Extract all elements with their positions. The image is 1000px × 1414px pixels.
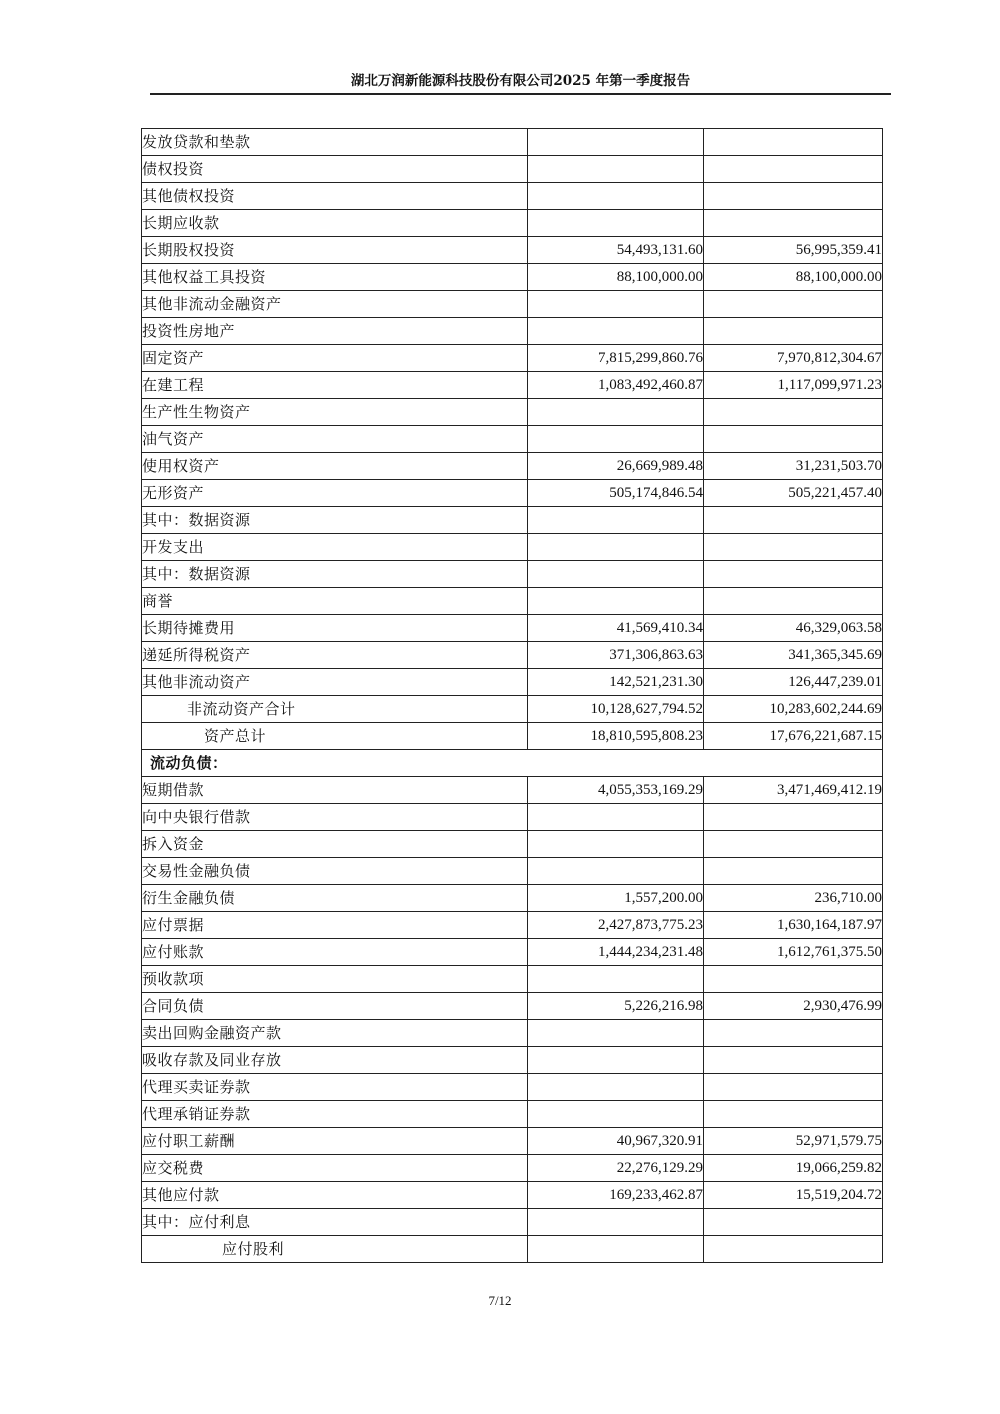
header-divider: [150, 93, 891, 95]
table-row: [142, 966, 883, 993]
row-label: 无形资产: [142, 480, 528, 507]
prior-period-value: 1,612,761,375.50: [704, 939, 883, 966]
current-period-value: [528, 426, 704, 453]
current-period-value: [528, 561, 704, 588]
prior-period-value: [704, 156, 883, 183]
prior-period-value: [704, 183, 883, 210]
prior-period-value: 19,066,259.82: [704, 1155, 883, 1182]
table-row: [142, 318, 883, 345]
row-label: 其他非流动金融资产: [142, 291, 528, 318]
table-row: [142, 453, 883, 480]
table-row: [142, 1155, 883, 1182]
row-label: 在建工程: [142, 372, 528, 399]
report-header-title: 湖北万润新能源科技股份有限公司2025 年第一季度报告: [350, 73, 691, 89]
prior-period-value: 236,710.00: [704, 885, 883, 912]
prior-period-value: [704, 1236, 883, 1263]
table-row: [142, 210, 883, 237]
row-label: 债权投资: [142, 156, 528, 183]
prior-period-value: [704, 588, 883, 615]
row-label: 应付职工薪酬: [142, 1128, 528, 1155]
table-row: [142, 1236, 883, 1263]
prior-period-value: [704, 1074, 883, 1101]
prior-period-value: 341,365,345.69: [704, 642, 883, 669]
row-label: 预收款项: [142, 966, 528, 993]
prior-period-value: 1,630,164,187.97: [704, 912, 883, 939]
row-label: 应交税费: [142, 1155, 528, 1182]
current-period-value: 54,493,131.60: [528, 237, 704, 264]
table-row: [142, 264, 883, 291]
row-label: 长期待摊费用: [142, 615, 528, 642]
current-period-value: 1,557,200.00: [528, 885, 704, 912]
row-label: 其中：数据资源: [142, 561, 528, 588]
prior-period-value: [704, 534, 883, 561]
current-period-value: [528, 1236, 704, 1263]
prior-period-value: 1,117,099,971.23: [704, 372, 883, 399]
prior-period-value: [704, 291, 883, 318]
row-label: 其中：数据资源: [142, 507, 528, 534]
row-label: 发放贷款和垫款: [142, 129, 528, 156]
current-period-value: [528, 183, 704, 210]
table-row: [142, 1074, 883, 1101]
row-label: 代理买卖证券款: [142, 1074, 528, 1101]
prior-period-value: [704, 831, 883, 858]
prior-period-value: [704, 399, 883, 426]
table-row: [142, 669, 883, 696]
prior-period-value: [704, 507, 883, 534]
table-row: [142, 858, 883, 885]
current-period-value: [528, 1101, 704, 1128]
current-period-value: 41,569,410.34: [528, 615, 704, 642]
prior-period-value: [704, 804, 883, 831]
row-label: 吸收存款及同业存放: [142, 1047, 528, 1074]
table-row: [142, 939, 883, 966]
current-period-value: [528, 966, 704, 993]
current-period-value: 2,427,873,775.23: [528, 912, 704, 939]
current-period-value: 40,967,320.91: [528, 1128, 704, 1155]
row-label: 开发支出: [142, 534, 528, 561]
prior-period-value: 505,221,457.40: [704, 480, 883, 507]
row-label: 其他权益工具投资: [142, 264, 528, 291]
row-label: 其他非流动资产: [142, 669, 528, 696]
row-label: 卖出回购金融资产款: [142, 1020, 528, 1047]
row-label: 商誉: [142, 588, 528, 615]
table-row: [142, 291, 883, 318]
current-period-value: 10,128,627,794.52: [528, 696, 704, 723]
current-period-value: 7,815,299,860.76: [528, 345, 704, 372]
current-period-value: 1,444,234,231.48: [528, 939, 704, 966]
table-row: [142, 1209, 883, 1236]
table-row: [142, 804, 883, 831]
prior-period-value: 126,447,239.01: [704, 669, 883, 696]
table-row: [142, 237, 883, 264]
row-label: 固定资产: [142, 345, 528, 372]
current-period-value: 371,306,863.63: [528, 642, 704, 669]
current-period-value: [528, 210, 704, 237]
table-row: [142, 1182, 883, 1209]
row-label: 非流动资产合计: [142, 696, 528, 723]
prior-period-value: [704, 561, 883, 588]
table-row: [142, 1020, 883, 1047]
current-period-value: [528, 399, 704, 426]
current-period-value: [528, 858, 704, 885]
prior-period-value: 15,519,204.72: [704, 1182, 883, 1209]
table-row: [142, 1047, 883, 1074]
table-row: [142, 831, 883, 858]
row-label: 短期借款: [142, 777, 528, 804]
row-label: 应付票据: [142, 912, 528, 939]
current-period-value: [528, 318, 704, 345]
table-row: [142, 534, 883, 561]
prior-period-value: 46,329,063.58: [704, 615, 883, 642]
row-label: 使用权资产: [142, 453, 528, 480]
row-label: 应付账款: [142, 939, 528, 966]
table-row: [142, 156, 883, 183]
table-row: [142, 480, 883, 507]
current-period-value: [528, 1047, 704, 1074]
current-period-value: [528, 1209, 704, 1236]
current-period-value: [528, 831, 704, 858]
table-row: [142, 642, 883, 669]
row-label: 投资性房地产: [142, 318, 528, 345]
prior-period-value: 52,971,579.75: [704, 1128, 883, 1155]
prior-period-value: [704, 318, 883, 345]
prior-period-value: 10,283,602,244.69: [704, 696, 883, 723]
row-label: 资产总计: [142, 723, 528, 750]
prior-period-value: 56,995,359.41: [704, 237, 883, 264]
prior-period-value: [704, 858, 883, 885]
table-row: [142, 561, 883, 588]
current-period-value: [528, 1020, 704, 1047]
table-row: [142, 345, 883, 372]
table-row: [142, 426, 883, 453]
current-period-value: [528, 588, 704, 615]
table-row: [142, 129, 883, 156]
row-label: 递延所得税资产: [142, 642, 528, 669]
prior-period-value: [704, 129, 883, 156]
current-period-value: [528, 156, 704, 183]
row-label: 交易性金融负债: [142, 858, 528, 885]
current-period-value: 1,083,492,460.87: [528, 372, 704, 399]
current-period-value: [528, 291, 704, 318]
current-period-value: 5,226,216.98: [528, 993, 704, 1020]
subtotal-row: [142, 696, 883, 723]
row-label: 拆入资金: [142, 831, 528, 858]
row-label: 衍生金融负债: [142, 885, 528, 912]
row-label: 其他债权投资: [142, 183, 528, 210]
row-label: 长期应收款: [142, 210, 528, 237]
row-label: 应付股利: [142, 1236, 528, 1263]
section-header-row: [142, 750, 883, 777]
table-row: [142, 183, 883, 210]
current-period-value: [528, 534, 704, 561]
table-row: [142, 993, 883, 1020]
table-row: [142, 1128, 883, 1155]
current-period-value: [528, 804, 704, 831]
prior-period-value: [704, 426, 883, 453]
row-label: 合同负债: [142, 993, 528, 1020]
table-row: [142, 912, 883, 939]
table-row: [142, 507, 883, 534]
prior-period-value: [704, 1101, 883, 1128]
prior-period-value: 3,471,469,412.19: [704, 777, 883, 804]
table-row: [142, 1101, 883, 1128]
prior-period-value: 31,231,503.70: [704, 453, 883, 480]
current-period-value: [528, 129, 704, 156]
prior-period-value: [704, 966, 883, 993]
prior-period-value: 88,100,000.00: [704, 264, 883, 291]
row-label: 长期股权投资: [142, 237, 528, 264]
balance-sheet-table: [141, 128, 883, 1263]
table-row: [142, 399, 883, 426]
current-period-value: 169,233,462.87: [528, 1182, 704, 1209]
row-label: 向中央银行借款: [142, 804, 528, 831]
table-row: [142, 777, 883, 804]
current-period-value: 88,100,000.00: [528, 264, 704, 291]
row-label: 油气资产: [142, 426, 528, 453]
current-period-value: 505,174,846.54: [528, 480, 704, 507]
current-period-value: 18,810,595,808.23: [528, 723, 704, 750]
current-period-value: 4,055,353,169.29: [528, 777, 704, 804]
total-row: [142, 723, 883, 750]
prior-period-value: [704, 210, 883, 237]
current-period-value: 142,521,231.30: [528, 669, 704, 696]
current-period-value: [528, 1074, 704, 1101]
table-row: [142, 588, 883, 615]
prior-period-value: 17,676,221,687.15: [704, 723, 883, 750]
page-number: 7/12: [488, 1293, 512, 1308]
table-row: [142, 615, 883, 642]
prior-period-value: 7,970,812,304.67: [704, 345, 883, 372]
row-label: 代理承销证券款: [142, 1101, 528, 1128]
table-row: [142, 885, 883, 912]
prior-period-value: [704, 1209, 883, 1236]
row-label: 生产性生物资产: [142, 399, 528, 426]
prior-period-value: [704, 1047, 883, 1074]
current-period-value: 22,276,129.29: [528, 1155, 704, 1182]
table-row: [142, 372, 883, 399]
prior-period-value: [704, 1020, 883, 1047]
prior-period-value: 2,930,476.99: [704, 993, 883, 1020]
section-heading: 流动负债：: [142, 750, 883, 777]
current-period-value: 26,669,989.48: [528, 453, 704, 480]
row-label: 其他应付款: [142, 1182, 528, 1209]
row-label: 其中：应付利息: [142, 1209, 528, 1236]
current-period-value: [528, 507, 704, 534]
